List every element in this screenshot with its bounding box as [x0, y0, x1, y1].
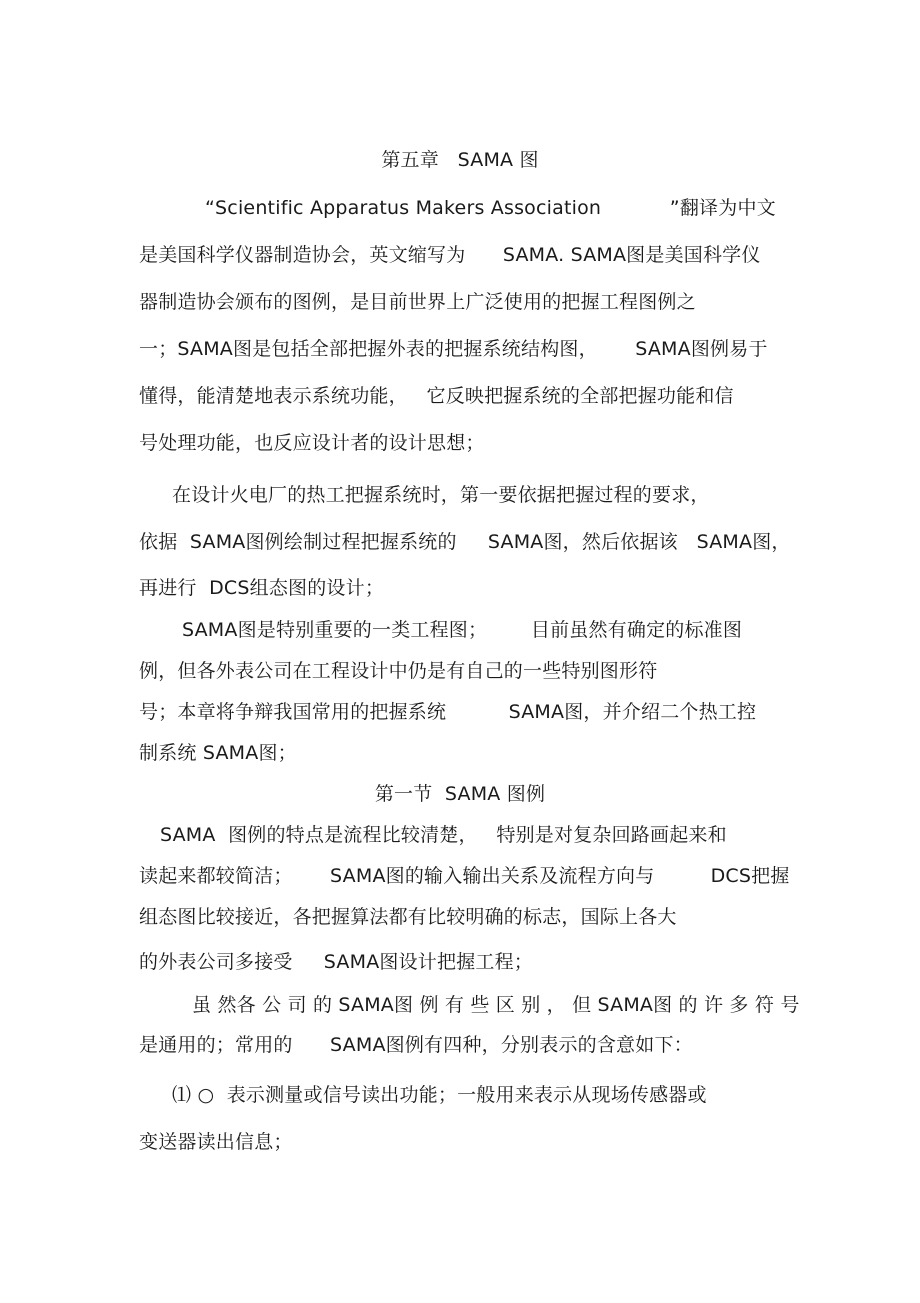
paragraph-3-line-2: 例，但各外表公司在工程设计中仍是有自己的一些特别图形符	[139, 660, 658, 682]
section-paragraph-1-line-2: 读起来都较简洁； SAMA图的输入输出关系及流程方向与 DCS把握	[139, 865, 790, 887]
paragraph-3-line-4: 制系统 SAMA图；	[139, 742, 297, 764]
section-paragraph-2-line-1: 虽 然各 公 司 的 SAMA图 例 有 些 区 别 ， 但 SAMA图 的 许 多 符 号	[192, 994, 800, 1016]
section-paragraph-1-line-3: 组态图比较接近，各把握算法都有比较明确的标志，国际上各大	[139, 906, 677, 928]
paragraph-1-line-5: 懂得，能清楚地表示系统功能， 它反映把握系统的全部把握功能和信	[139, 385, 734, 407]
paragraph-1-line-4: 一；SAMA图是包括全部把握外表的把握系统结构图， SAMA图例易于	[139, 338, 768, 360]
paragraph-2-line-3: 再进行 DCS组态图的设计；	[139, 577, 385, 599]
paragraph-1-line-6: 号处理功能，也反应设计者的设计思想；	[139, 432, 485, 454]
paragraph-2-line-1: 在设计火电厂的热工把握系统时，第一要依据把握过程的要求，	[172, 484, 710, 506]
paragraph-1-line-3: 器制造协会颁布的图例，是目前世界上广泛使用的把握工程图例之	[139, 291, 696, 313]
section-paragraph-1-line-1: SAMA 图例的特点是流程比较清楚， 特别是对复杂回路画起来和	[160, 824, 727, 846]
section-paragraph-2-line-2: 是通用的；常用的 SAMA图例有四种，分别表示的含意如下：	[139, 1034, 693, 1056]
paragraph-3-line-1: SAMA图是特别重要的一类工程图； 目前虽然有确定的标准图	[182, 619, 743, 641]
paragraph-1-line-1: “Scientific Apparatus Makers Association ”翻译为中文	[205, 197, 776, 219]
chapter-title: 第五章 SAMA 图	[381, 149, 539, 171]
paragraph-1-line-2: 是美国科学仪器制造协会，英文缩写为 SAMA. SAMA图是美国科学仪	[139, 244, 761, 266]
section-title: 第一节 SAMA 图例	[374, 783, 546, 805]
section-paragraph-3-line-2: 变送器读出信息；	[139, 1131, 293, 1153]
paragraph-2-line-2: 依据 SAMA图例绘制过程把握系统的 SAMA图，然后依据该 SAMA图，	[139, 531, 791, 553]
paragraph-3-line-3: 号；本章将争辩我国常用的把握系统 SAMA图，并介绍二个热工控	[139, 701, 757, 723]
section-paragraph-1-line-4: 的外表公司多接受 SAMA图设计把握工程；	[139, 951, 533, 973]
section-paragraph-3-line-1: ⑴ ○ 表示测量或信号读出功能；一般用来表示从现场传感器或	[172, 1084, 707, 1106]
